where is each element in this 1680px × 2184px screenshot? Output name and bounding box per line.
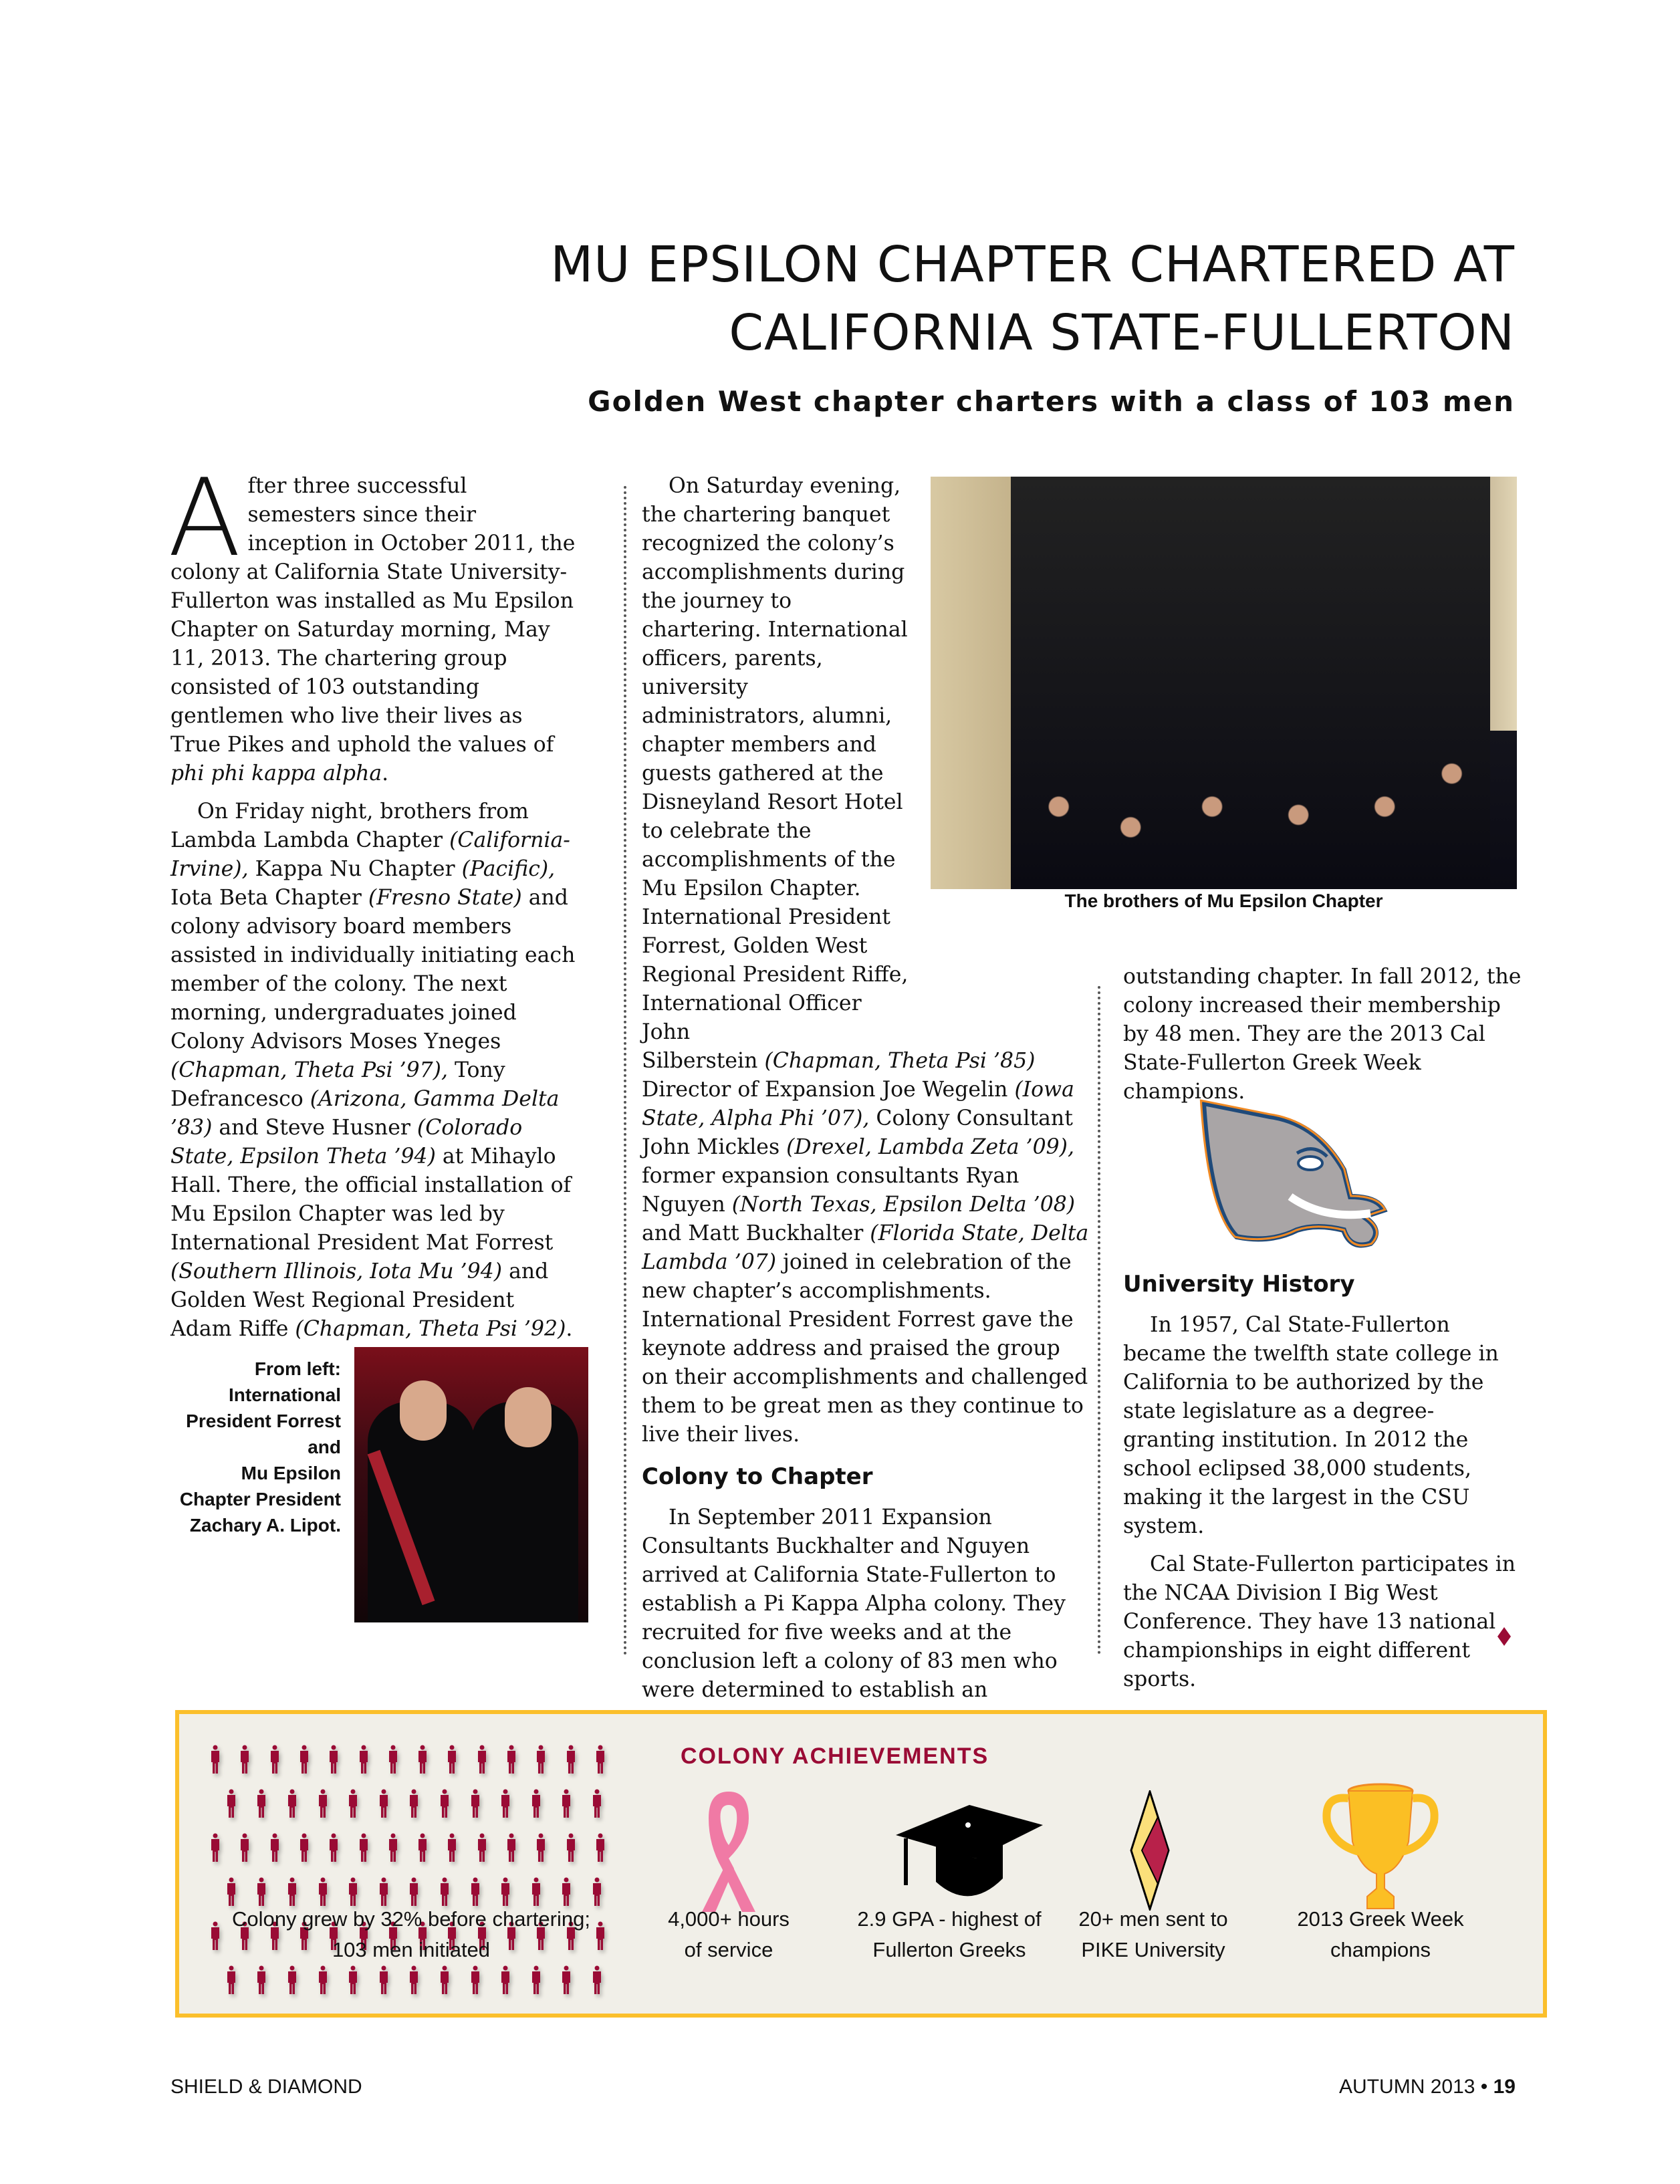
person-icon	[521, 1789, 552, 1829]
person-icon	[467, 1833, 497, 1873]
column-divider-1	[624, 486, 626, 1656]
person-icon	[260, 1833, 289, 1873]
people-row	[201, 1965, 615, 2010]
drop-cap: A	[168, 455, 241, 580]
pink-ribbon-icon	[695, 1785, 762, 1922]
page-number: 19	[1493, 2076, 1516, 2098]
person-icon	[429, 1965, 460, 2006]
person-icon	[308, 1789, 338, 1829]
person-icon	[586, 1833, 615, 1873]
person-icon	[216, 1965, 247, 2006]
person-icon	[348, 1833, 378, 1873]
people-row	[201, 1833, 615, 1877]
person-icon	[497, 1745, 526, 1785]
person-icon	[526, 1745, 556, 1785]
person-icon	[497, 1833, 526, 1873]
person-icon	[552, 1789, 582, 1829]
footer-publication: SHIELD & DIAMOND	[170, 2076, 362, 2098]
person-icon	[277, 1965, 308, 2006]
people-row	[201, 1745, 615, 1789]
face-right	[505, 1387, 552, 1447]
person-icon	[247, 1965, 277, 2006]
trophy-icon	[1320, 1782, 1441, 1919]
person-icon	[319, 1745, 348, 1785]
person-icon	[368, 1789, 399, 1829]
article-title	[378, 231, 1515, 367]
person-icon	[230, 1745, 259, 1785]
person-icon	[216, 1789, 247, 1829]
people-grid	[201, 1745, 615, 2010]
person-icon	[556, 1833, 585, 1873]
person-icon	[408, 1833, 437, 1873]
colony-paragraph: In September 2011 Expansion Consultants Buckhalter and Nguyen arrived at California State-Fullerton to establish a Pi Kappa Alpha colony. They recruited for five weeks and at the conclusion left a colony of 83 men who were determined to establish an	[642, 1505, 1066, 1702]
person-icon	[338, 1789, 368, 1829]
achievements-title: COLONY ACHIEVEMENTS	[681, 1743, 989, 1769]
person-icon	[368, 1965, 399, 2006]
person-icon	[308, 1965, 338, 2006]
column-1	[168, 455, 578, 1344]
person-icon	[260, 1745, 289, 1785]
growth-paragraph: outstanding chapter. In fall 2012, the colony increased their membership by 48 men. They are the 2013 Cal State-Fullerton Greek Week champions.	[1123, 965, 1522, 1104]
article-subtitle: Golden West chapter charters with a class of 103 men	[588, 385, 1515, 418]
elephant-mascot-icon	[1190, 1096, 1391, 1250]
subhead-colony-to-chapter: Colony to Chapter	[642, 1463, 873, 1490]
service-label: 4,000+ hours of service	[668, 1907, 790, 1961]
friday-paragraph: On Friday night, brothers from Lambda Lambda Chapter (California-Irvine), Kappa Nu Chapter (Pacific), Iota Beta Chapter (Fresno State) and colony advisory board members assisted in individually initiating each member of the colony. The next morning, undergraduates joined Colony Advisors Moses Yneges (Chapman, Theta Psi ’97), Tony Defrancesco (Arizona, Gamma Delta ’83) and Steve Husner (Colorado State, Epsilon Theta ’94) at Mihaylo Hall. There, the official installation of Mu Epsilon Chapter was led by International President Mat Forrest (Southern Illinois, Iota Mu ’94) and Golden West Regional President Adam Riffe (Chapman, Theta Psi ’92).	[170, 800, 576, 1341]
person-icon	[230, 1833, 259, 1873]
person-icon	[399, 1965, 430, 2006]
people-row	[201, 1789, 615, 1833]
face-left	[400, 1380, 447, 1441]
photo-crowd	[1011, 477, 1490, 889]
person-icon	[201, 1745, 230, 1785]
person-icon	[526, 1833, 556, 1873]
group-photo	[931, 477, 1517, 889]
person-icon	[490, 1789, 521, 1829]
gpa-label: 2.9 GPA - highest of Fullerton Greeks	[857, 1907, 1042, 1961]
greek-week-label: 2013 Greek Week champions	[1297, 1907, 1464, 1961]
ncaa-paragraph: Cal State-Fullerton participates in the NCAA Division I Big West Conference. They have 13 national championships in eight different sports.	[1123, 1552, 1516, 1691]
person-icon	[429, 1789, 460, 1829]
person-icon	[378, 1745, 408, 1785]
person-icon	[467, 1745, 497, 1785]
history-paragraph: In 1957, Cal State-Fullerton became the twelfth state college in California to be authorized by the state legislature as a degree-granting institution. In 2012 the school eclipsed 38,000 students, making it the largest in the CSU system.	[1123, 1313, 1499, 1538]
group-photo-caption: The brothers of Mu Epsilon Chapter	[1064, 890, 1383, 911]
person-icon	[289, 1833, 319, 1873]
banquet-paragraph-cont: Silberstein (Chapman, Theta Psi ’85) Director of Expansion Joe Wegelin (Iowa State, Alpha Phi ’07), Colony Consultant John Mickles (Drexel, Lambda Zeta ’09), former expansion consultants Ryan Nguyen (North Texas, Epsilon Delta ’08) and Matt Buckhalter (Florida State, Delta Lambda ’07) joined in celebration of the new chapter’s accomplishments. International President Forrest gave the keynote address and praised the group on their accomplishments and challenged them to be great men as they continue to live their lives.	[642, 1049, 1089, 1447]
column-3-bottom	[1123, 1270, 1524, 1694]
person-icon	[582, 1789, 612, 1829]
growth-label: Colony grew by 32% before chartering; 103 men initiated	[232, 1907, 590, 1961]
banquet-paragraph: On Saturday evening, the chartering banquet recognized the colony’s accomplishments during the journey to chartering. International officers, parents, university administrators, alumni, chapter members and guests gathered at the Disneyland Resort Hotel to celebrate the accomplishments of the Mu Epsilon Chapter. International President Forrest, Golden West Regional President Riffe, International Officer John	[642, 474, 909, 1044]
person-icon	[338, 1965, 368, 2006]
person-icon	[490, 1965, 521, 2006]
pike-diamond-icon	[1130, 1790, 1170, 1914]
subhead-university-history: University History	[1123, 1271, 1355, 1298]
person-icon	[201, 1833, 230, 1873]
column-divider-2	[1098, 986, 1100, 1655]
person-icon	[556, 1745, 585, 1785]
person-icon	[277, 1789, 308, 1829]
person-icon	[521, 1965, 552, 2006]
intro-paragraph: After three successful semesters since their inception in October 2011, the colony at California State University-Fullerton was installed as Mu Epsilon Chapter on Saturday morning, May 11, 2013. The chartering group consisted of 103 outstanding gentlemen who live their lives as True Pikes and uphold the values of phi phi kappa alpha.	[168, 455, 576, 785]
person-icon	[378, 1833, 408, 1873]
title-line-1: MU EPSILON CHAPTER CHARTERED AT	[550, 236, 1515, 293]
footer-issue: AUTUMN 2013 • 19	[1339, 2076, 1516, 2098]
graduation-cap-icon	[889, 1805, 1050, 1909]
person-icon	[247, 1789, 277, 1829]
person-icon	[399, 1789, 430, 1829]
person-icon	[348, 1745, 378, 1785]
person-icon	[319, 1833, 348, 1873]
person-icon	[460, 1789, 491, 1829]
person-icon	[437, 1833, 467, 1873]
column-3-top	[1123, 963, 1524, 1106]
person-icon	[586, 1745, 615, 1785]
person-icon	[289, 1745, 319, 1785]
person-icon	[437, 1745, 467, 1785]
person-icon	[582, 1965, 612, 2006]
presidents-photo	[354, 1347, 588, 1622]
person-icon	[460, 1965, 491, 2006]
pike-university-label: 20+ men sent to PIKE University	[1078, 1907, 1228, 1961]
person-icon	[552, 1965, 582, 2006]
title-line-2: CALIFORNIA STATE-FULLERTON	[729, 304, 1515, 362]
pair-photo-caption: From left: International President Forrest and Mu Epsilon Chapter President Zachary A. Lipot.	[179, 1358, 341, 1536]
person-icon	[408, 1745, 437, 1785]
diamond-icon	[1497, 1627, 1511, 1646]
